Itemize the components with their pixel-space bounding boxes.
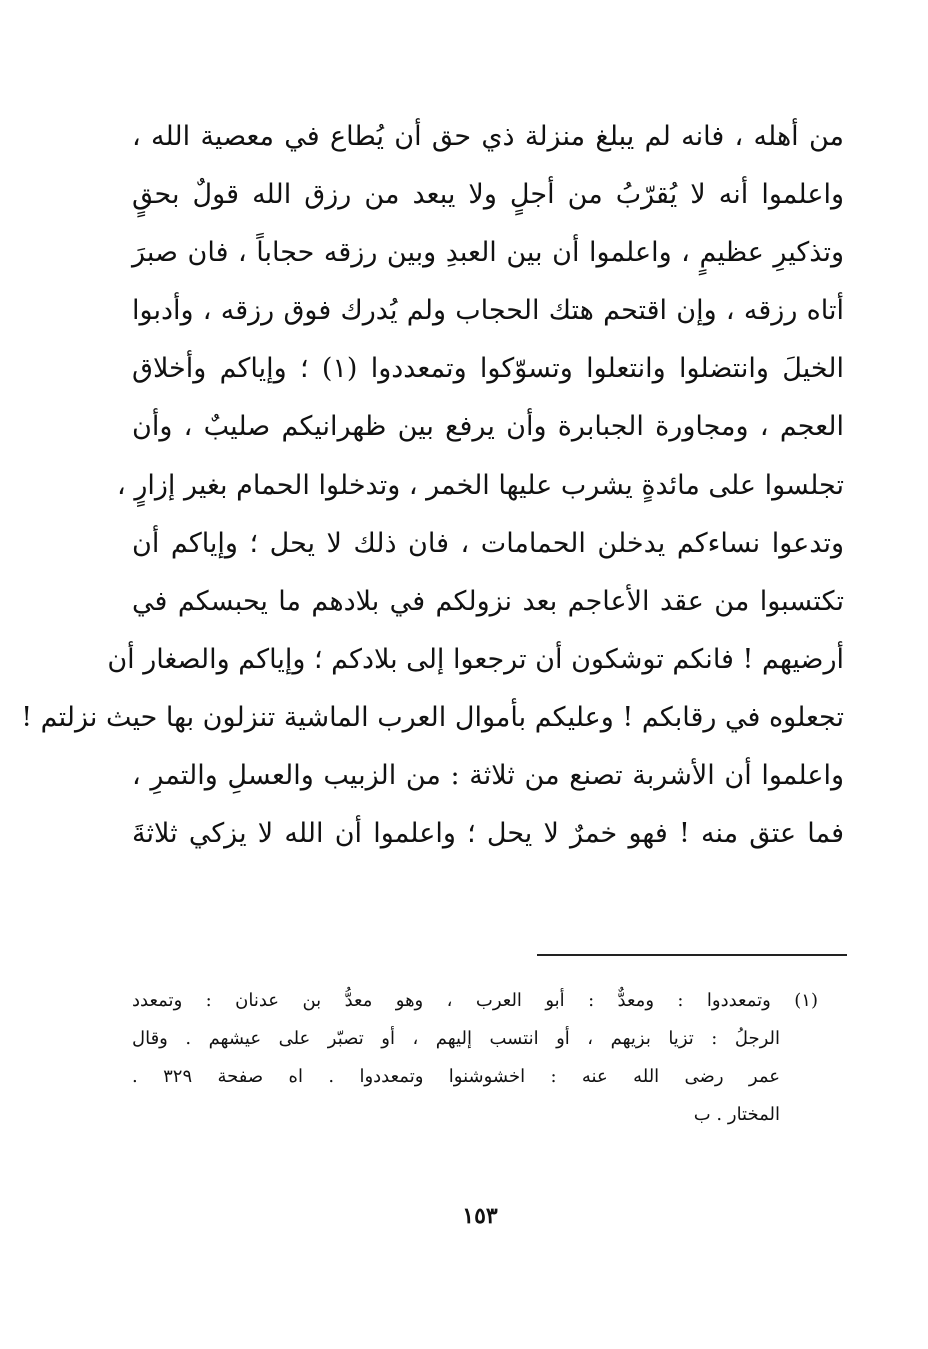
page-number: ١٥٣ xyxy=(462,1203,498,1229)
text-line: العجم ، ومجاورة الجبابرة وأن يرفع بين ظهرانيكم صليبٌ ، وأن xyxy=(132,411,844,443)
text-line: الخيلَ وانتضلوا وانتعلوا وتسوّكوا وتمعددوا (١) ؛ وإياكم وأخلاق xyxy=(132,353,844,385)
text-line: أتاه رزقه ، وإن اقتحم هتك الحجاب ولم يُدرك فوق رزقه ، وأدبوا xyxy=(132,295,844,327)
text-line: تكتسبوا من عقد الأعاجم بعد نزولكم في بلادهم ما يحبسكم في xyxy=(132,585,844,617)
text-line: وتذكيرِ عظيمٍ ، واعلموا أن بين العبدِ وبين رزقه حجاباً ، فان صبرَ xyxy=(132,237,844,269)
footnote-line: عمر رضى الله عنه : اخشوشنوا وتمعددوا . اه صفحة ٣٢٩ . xyxy=(132,1066,780,1087)
text-line: تجلسوا على مائدةٍ يشرب عليها الخمر ، وتدخلوا الحمام بغير إزارٍ ، xyxy=(117,469,844,501)
text-line: واعلموا أنه لا يُقرّبُ من أجلٍ ولا يبعد من رزق الله قولٌ بحقٍ xyxy=(132,179,844,211)
text-line: تجعلوه في رقابكم ! وعليكم بأموال العرب الماشية تنزلون بها حيث نزلتم ! xyxy=(21,701,844,733)
footnote-line: المختار . ب xyxy=(693,1104,780,1125)
text-line: من أهله ، فانه لم يبلغ منزلة ذي حق أن يُطاع في معصية الله ، xyxy=(132,121,844,152)
footnote-line: (١) وتمعددوا : ومعدٌّ : أبو العرب ، وهو معدُّ بن عدنان : وتمعدد xyxy=(132,990,818,1011)
footnote-line: الرجلُ : تزيا بزيهم ، أو انتسب إليهم ، أو تصبّر على عيشهم . وقال xyxy=(132,1028,780,1049)
text-line: وتدعوا نساءكم يدخلن الحمامات ، فان ذلك لا يحل ؛ وإياكم أن xyxy=(132,527,844,559)
footnote-separator xyxy=(537,954,847,956)
text-line: فما عتق منه ! فهو خمرٌ لا يحل ؛ واعلموا أن الله لا يزكي ثلاثةَ xyxy=(132,818,844,850)
main-text-block xyxy=(21,108,844,863)
footnote-block xyxy=(132,982,818,1134)
text-line: واعلموا أن الأشربة تصنع من ثلاثة : من الزبيب والعسلِ والتمرِ ، xyxy=(132,760,844,792)
text-line: أرضيهم ! فانكم توشكون أن ترجعوا إلى بلادكم ؛ وإياكم والصغار أن xyxy=(107,643,844,675)
